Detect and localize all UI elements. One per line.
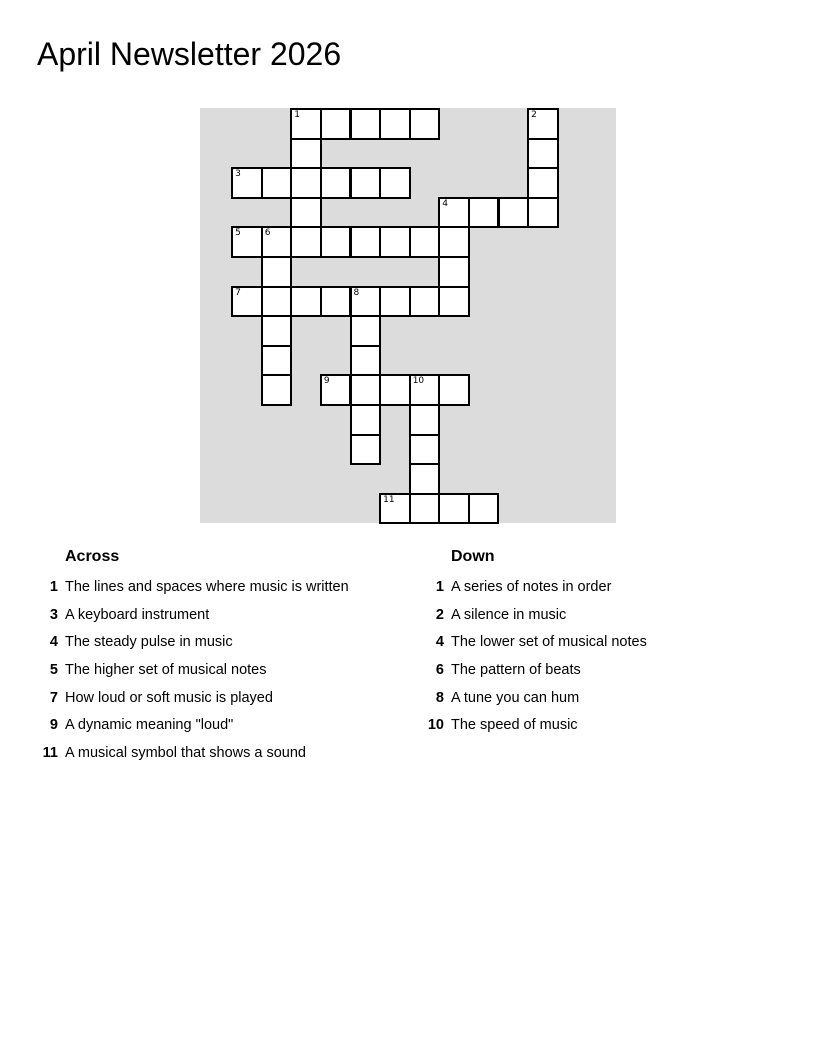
clue-number: 5 (49, 662, 58, 679)
grid-cell[interactable] (468, 197, 500, 229)
clue-text: A tune you can hum (451, 689, 580, 706)
clue-text: The steady pulse in music (65, 634, 233, 651)
grid-cell[interactable] (438, 197, 470, 229)
clue-text: The higher set of musical notes (65, 662, 267, 679)
cell-number: 10 (412, 376, 425, 387)
across-clue (49, 715, 349, 743)
across-clue (49, 660, 349, 688)
across-clue (42, 743, 349, 771)
grid-cell[interactable] (320, 286, 352, 318)
grid-cell[interactable] (379, 493, 411, 525)
clue-number: 4 (49, 634, 58, 651)
cell-number: 2 (531, 110, 537, 120)
cell-number: 6 (264, 228, 271, 239)
grid-cell[interactable] (527, 167, 559, 199)
down-clue (435, 632, 647, 660)
grid-cell[interactable] (527, 108, 559, 140)
grid-cell[interactable] (261, 374, 293, 406)
grid-cell[interactable] (350, 167, 382, 199)
cell-number: 7 (235, 287, 241, 298)
grid-cell[interactable] (261, 167, 293, 199)
crossword-grid (200, 108, 616, 523)
down-clue (435, 577, 647, 605)
grid-cell[interactable] (290, 138, 322, 170)
across-clue (49, 605, 349, 633)
grid-cell[interactable] (438, 374, 470, 406)
clue-text: The lines and spaces where music is written (65, 579, 349, 595)
clue-number: 9 (49, 717, 58, 734)
across-clue (49, 632, 349, 660)
grid-cell[interactable] (350, 345, 382, 377)
down-clue-list (427, 577, 647, 743)
across-clue (49, 688, 349, 716)
down-clue (427, 715, 647, 743)
grid-cell[interactable] (290, 197, 322, 229)
grid-cell[interactable] (320, 374, 352, 406)
cell-number: 1 (294, 110, 301, 120)
grid-cell[interactable] (409, 226, 441, 258)
grid-cell[interactable] (261, 256, 293, 288)
grid-cell[interactable] (290, 226, 322, 258)
grid-cell[interactable] (290, 108, 322, 140)
cell-number: 11 (383, 494, 395, 505)
grid-cell[interactable] (231, 226, 263, 258)
grid-cell[interactable] (379, 226, 411, 258)
across-heading: Across (65, 548, 120, 565)
grid-cell[interactable] (409, 404, 441, 436)
page-title: April Newsletter 2026 (37, 36, 342, 72)
clue-text: A musical symbol that shows a sound (65, 745, 306, 762)
grid-cell[interactable] (438, 286, 470, 318)
clue-text: A silence in music (451, 606, 567, 623)
down-heading: Down (451, 548, 495, 565)
grid-cell[interactable] (409, 434, 441, 466)
clue-text: A dynamic meaning "loud" (65, 717, 234, 734)
clue-number: 2 (435, 606, 444, 623)
grid-cell[interactable] (379, 108, 411, 140)
grid-cell[interactable] (438, 226, 470, 258)
grid-cell[interactable] (527, 197, 559, 229)
grid-cell[interactable] (350, 404, 382, 436)
clue-text: The pattern of beats (451, 662, 581, 679)
grid-cell[interactable] (231, 286, 263, 318)
grid-cell[interactable] (527, 138, 559, 170)
grid-cell[interactable] (261, 226, 293, 258)
grid-cell[interactable] (350, 374, 382, 406)
grid-cell[interactable] (350, 315, 382, 347)
grid-cell[interactable] (290, 167, 322, 199)
cell-number: 8 (353, 287, 360, 298)
grid-cell[interactable] (379, 286, 411, 318)
grid-cell[interactable] (261, 345, 293, 377)
grid-cell[interactable] (498, 197, 530, 229)
grid-cell[interactable] (438, 493, 470, 525)
clue-text: The speed of music (451, 717, 578, 734)
grid-cell[interactable] (350, 434, 382, 466)
grid-cell[interactable] (409, 374, 441, 406)
grid-cell[interactable] (409, 286, 441, 318)
grid-cell[interactable] (261, 315, 293, 347)
clue-text: The lower set of musical notes (451, 634, 647, 651)
grid-cell[interactable] (438, 256, 470, 288)
grid-cell[interactable] (261, 286, 293, 318)
cell-number: 4 (442, 198, 449, 209)
clue-number: 4 (435, 634, 444, 651)
cell-number: 5 (235, 228, 241, 239)
clue-number: 7 (49, 689, 58, 706)
clue-number: 8 (435, 689, 444, 706)
grid-cell[interactable] (350, 108, 382, 140)
grid-cell[interactable] (320, 108, 352, 140)
grid-cell[interactable] (468, 493, 500, 525)
down-clue (435, 605, 647, 633)
grid-cell[interactable] (409, 108, 441, 140)
grid-cell[interactable] (409, 493, 441, 525)
across-clue-list (42, 577, 349, 771)
clue-number: 6 (435, 662, 444, 679)
clue-number: 1 (49, 579, 58, 595)
grid-cell[interactable] (350, 226, 382, 258)
clue-text: A keyboard instrument (65, 606, 210, 623)
grid-cell[interactable] (320, 167, 352, 199)
clue-number: 1 (435, 579, 444, 595)
down-clue (435, 688, 647, 716)
grid-cell[interactable] (290, 286, 322, 318)
clue-number: 3 (49, 606, 58, 623)
down-clue (435, 660, 647, 688)
grid-cell[interactable] (379, 167, 411, 199)
grid-cell[interactable] (231, 167, 263, 199)
grid-cell[interactable] (409, 463, 441, 495)
clue-number: 11 (42, 745, 58, 762)
clue-text: A series of notes in order (451, 579, 612, 595)
cell-number: 9 (323, 376, 330, 387)
clue-text: How loud or soft music is played (65, 689, 273, 706)
grid-cell[interactable] (320, 226, 352, 258)
grid-cell[interactable] (379, 374, 411, 406)
clue-number: 10 (427, 717, 444, 734)
across-clue (49, 577, 349, 605)
cell-number: 3 (235, 169, 241, 180)
grid-cell[interactable] (350, 286, 382, 318)
